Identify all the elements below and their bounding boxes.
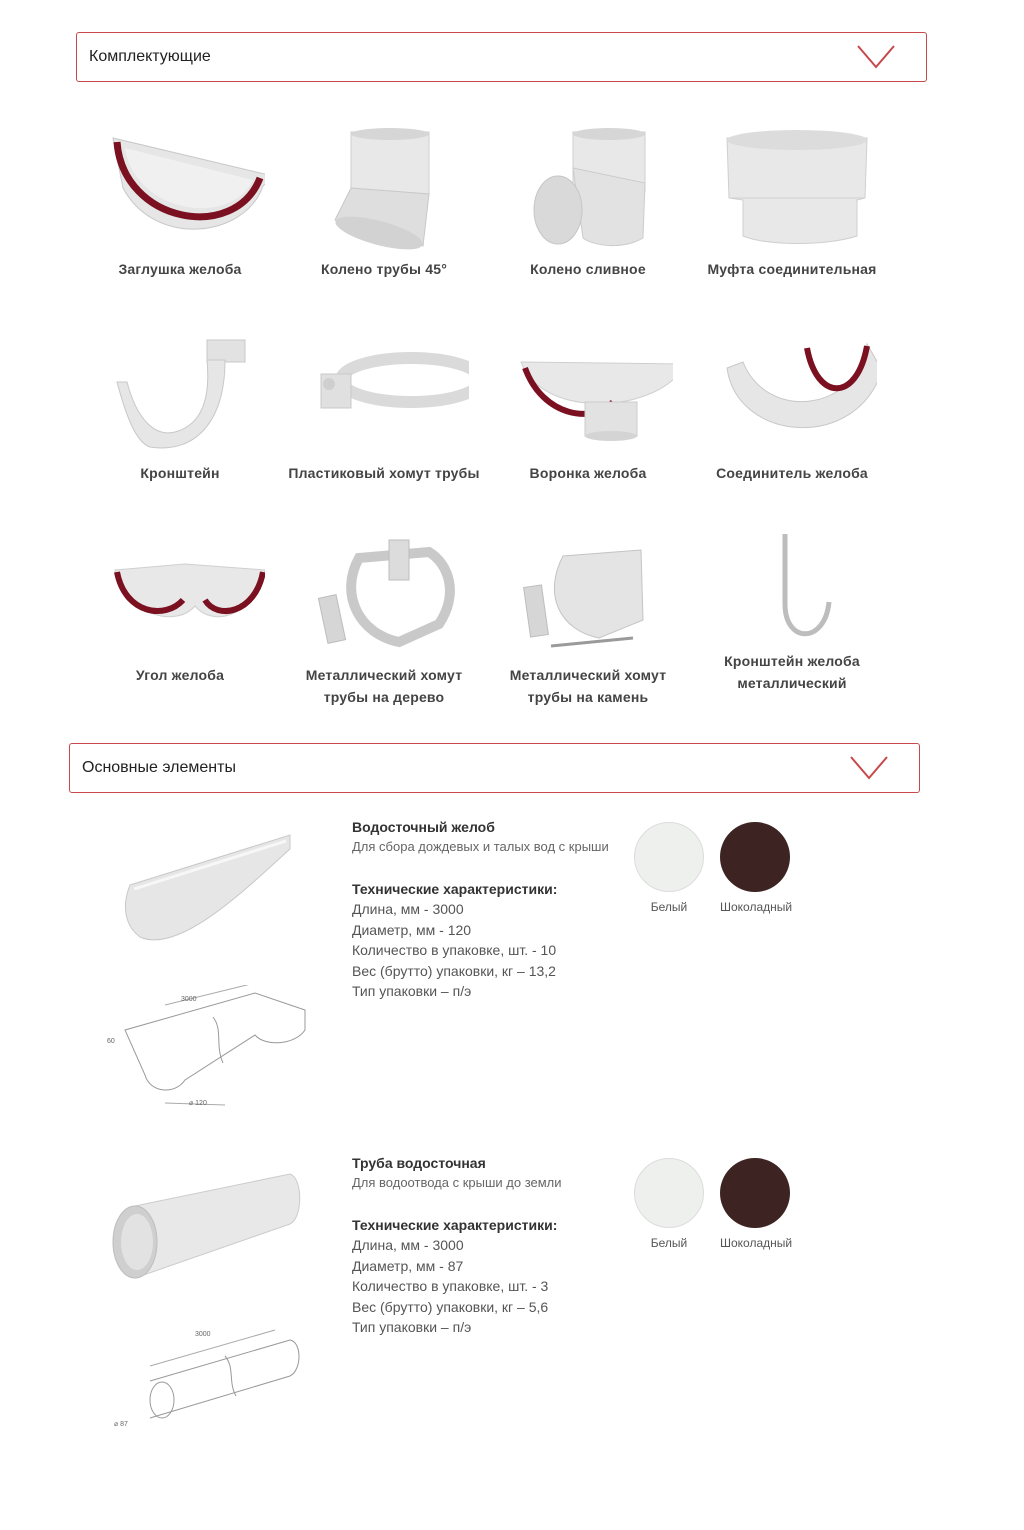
swatch-circle xyxy=(634,822,704,892)
product-title: Труба водосточная xyxy=(352,1155,486,1171)
color-swatch-chocolate[interactable] xyxy=(720,1158,793,1250)
accessory-label: Угол желоба xyxy=(135,667,225,683)
spec-line: Длина, мм - 3000 xyxy=(352,901,464,917)
accessory-label: Колено сливное xyxy=(530,261,646,277)
swatch-label: Белый xyxy=(650,1236,688,1250)
specs-title: Технические характеристики: xyxy=(352,1217,558,1233)
accessory-label: Пластиковый хомут трубы xyxy=(288,465,480,481)
spec-line: Тип упаковки – п/э xyxy=(352,983,472,999)
accessory-label: Колено трубы 45° xyxy=(320,261,447,277)
swatch-label: Шоколадный xyxy=(720,1236,793,1250)
accessory-label: Кронштейн xyxy=(140,465,220,481)
drain-elbow-icon xyxy=(503,128,673,253)
accessory-label: Заглушка желоба xyxy=(118,261,242,277)
spec-line: Количество в упаковке, шт. - 3 xyxy=(352,1278,549,1294)
swatch-label: Белый xyxy=(650,900,688,914)
drawing-height-label: 60 xyxy=(107,1038,115,1045)
spec-line: Длина, мм - 3000 xyxy=(352,1237,464,1253)
chevron-down-icon xyxy=(856,43,896,71)
metal-clamp-stone-icon xyxy=(503,534,673,659)
accessory-label: Кронштейн желоба металлический xyxy=(724,653,860,691)
drawing-diameter-label: ⌀ 120 xyxy=(189,1100,207,1107)
spec-line: Диаметр, мм - 87 xyxy=(352,1257,464,1274)
accessory-label: Металлический хомут трубы на дерево xyxy=(305,667,463,705)
pipe-elbow-45-icon xyxy=(299,128,469,253)
drawing-diameter-label: ⌀ 87 xyxy=(114,1421,128,1428)
gutter-bracket-icon xyxy=(95,332,265,457)
drawing-length-label: 3000 xyxy=(195,1331,211,1338)
accessory-label: Металлический хомут трубы на камень xyxy=(509,667,667,705)
product-description: Для водоотвода с крыши до земли xyxy=(352,1175,562,1190)
accessories-accordion-header[interactable] xyxy=(76,32,927,82)
drawing-length-label: 3000 xyxy=(181,996,197,1003)
product-title: Водосточный желоб xyxy=(352,819,495,835)
spec-line: Диаметр, мм - 120 xyxy=(352,921,472,938)
main-elements-section-title: Основные элементы xyxy=(82,759,236,776)
accessory-label: Соединитель желоба xyxy=(716,465,868,481)
spec-line: Вес (брутто) упаковки, кг – 13,2 xyxy=(352,962,556,979)
main-elements-accordion-header[interactable] xyxy=(69,743,920,793)
specs-title: Технические характеристики: xyxy=(352,881,558,897)
plastic-pipe-clamp-icon xyxy=(299,332,469,457)
pipe-image xyxy=(105,1166,305,1286)
swatch-circle xyxy=(720,822,790,892)
gutter-drawing xyxy=(105,985,310,1115)
spec-line: Вес (брутто) упаковки, кг – 5,6 xyxy=(352,1298,549,1315)
metal-gutter-bracket-icon xyxy=(707,534,877,659)
product-text xyxy=(352,1153,622,1338)
color-swatch-white[interactable] xyxy=(634,1158,704,1250)
product-description: Для сбора дождевых и талых вод с крыши xyxy=(352,839,609,854)
pipe-drawing xyxy=(110,1326,310,1456)
accessory-label: Муфта соединительная xyxy=(707,261,877,277)
spec-line: Тип упаковки – п/э xyxy=(352,1319,472,1335)
gutter-image xyxy=(110,825,300,965)
swatch-circle xyxy=(720,1158,790,1228)
spec-line: Количество в упаковке, шт. - 10 xyxy=(352,942,557,958)
accessory-label: Воронка желоба xyxy=(529,465,647,481)
gutter-end-cap-icon xyxy=(95,128,265,253)
chevron-down-icon xyxy=(849,754,889,782)
swatch-circle xyxy=(634,1158,704,1228)
accessories-section-title: Комплектующие xyxy=(89,48,211,65)
metal-clamp-wood-icon xyxy=(299,534,469,659)
color-swatch-white[interactable] xyxy=(634,822,704,914)
pipe-coupling-icon xyxy=(707,128,877,253)
swatch-label: Шоколадный xyxy=(720,900,793,914)
color-swatch-chocolate[interactable] xyxy=(720,822,793,914)
gutter-funnel-icon xyxy=(503,332,673,457)
product-text xyxy=(352,817,622,1002)
gutter-connector-icon xyxy=(707,332,877,457)
gutter-corner-icon xyxy=(95,534,265,659)
